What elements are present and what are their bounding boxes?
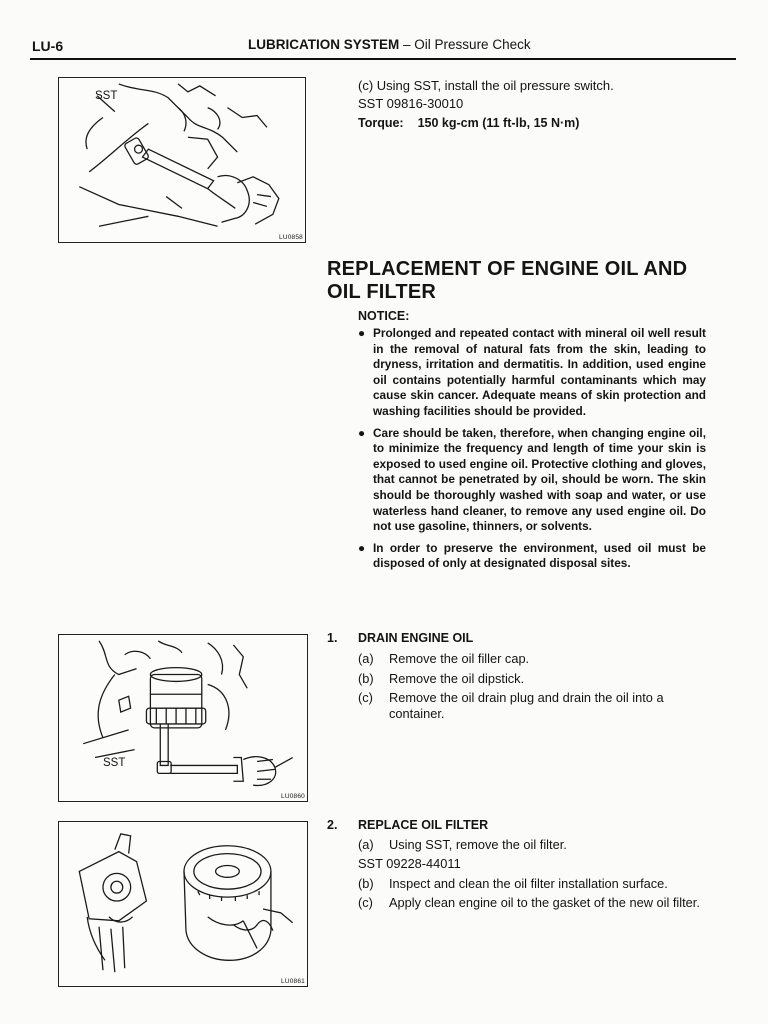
drain-step-a xyxy=(358,651,710,667)
step-letter: (c) xyxy=(358,690,373,705)
bullet: ● xyxy=(358,425,366,440)
torque-spec xyxy=(358,116,579,130)
step-text: Apply clean engine oil to the gasket of the new oil filter. xyxy=(389,895,700,910)
step-text: Using SST, remove the oil filter. xyxy=(389,837,567,852)
step-letter: (b) xyxy=(358,876,374,891)
notice-item xyxy=(358,326,706,420)
illustration-filter-wrench xyxy=(59,635,307,801)
figure-label-sst: SST xyxy=(103,757,126,769)
step-letter: (b) xyxy=(358,671,374,686)
notice-item xyxy=(358,541,706,572)
notice-item xyxy=(358,426,706,535)
section-heading xyxy=(327,258,727,304)
header-section: LUBRICATION SYSTEM xyxy=(248,37,400,52)
torque-label: Torque: xyxy=(358,116,404,130)
filter-step-a xyxy=(358,837,710,853)
step-letter: (c) xyxy=(358,895,373,910)
figure-replace-oil-filter xyxy=(58,821,308,987)
step-text: Remove the oil drain plug and drain the oil into a container. xyxy=(389,690,664,721)
step-text: Remove the oil dipstick. xyxy=(389,671,525,686)
step-text: Remove the oil filler cap. xyxy=(389,651,530,666)
notice-text: In order to preserve the environment, used oil must be disposed of only at designated disposal sites. xyxy=(373,540,706,571)
filter-sst-number: SST 09228-44011 xyxy=(358,856,461,871)
bullet: ● xyxy=(358,326,366,340)
drain-step-c xyxy=(358,690,710,722)
illustration-install-switch xyxy=(59,78,305,242)
step-title: REPLACE OIL FILTER xyxy=(358,818,489,832)
page-number: LU-6 xyxy=(32,38,64,54)
notice-list xyxy=(358,326,706,578)
header-rule xyxy=(30,58,736,60)
drain-step-b xyxy=(358,671,710,687)
illustration-oil-filter xyxy=(59,822,307,986)
section-heading-line1: REPLACEMENT OF ENGINE OIL AND xyxy=(327,258,688,280)
notice-text: Care should be taken, therefore, when changing engine oil, to minimize the frequency and length of time your skin is exposed to used engine oil. Protective clothing and gloves, that cannot be penetrated by oil, should be worn. The skin should be thoroughly washed with soap and water, or use waterless hand cleaner, to remove any used engine oil. Do not use gasoline, thinners, or solvents. xyxy=(373,425,706,534)
header-separator: – xyxy=(403,37,411,52)
notice-label: NOTICE: xyxy=(358,309,410,323)
header-subsection: Oil Pressure Check xyxy=(414,37,531,52)
notice-text: Prolonged and repeated contact with mineral oil well result in the removal of natural fats from the skin, leading to dryness, irritation and dermatitis. In addition, used engine oil contains potentially harmful contaminants which may cause skin cancer. Adequate means of skin protection and washing facilities should be provided. xyxy=(373,326,706,418)
step-letter: (a) xyxy=(358,837,374,852)
step-title: DRAIN ENGINE OIL xyxy=(358,631,474,645)
figure-code: LU0860 xyxy=(281,793,305,800)
section-heading-line2: OIL FILTER xyxy=(327,281,437,303)
figure-drain-engine-oil xyxy=(58,634,308,802)
figure-oil-pressure-switch xyxy=(58,77,306,243)
step-letter: (a) xyxy=(358,651,374,666)
step-number: 2. xyxy=(327,818,338,832)
bullet: ● xyxy=(358,540,366,555)
step-text: Inspect and clean the oil filter installation surface. xyxy=(389,876,668,891)
torque-value: 150 kg-cm (11 ft-lb, 15 N·m) xyxy=(417,116,580,130)
figure-code: LU0858 xyxy=(279,234,303,241)
filter-step-c xyxy=(358,895,710,911)
step-number: 1. xyxy=(327,631,338,645)
header-title xyxy=(248,37,531,52)
figure-label-sst: SST xyxy=(95,90,118,102)
sst-number: SST 09816-30010 xyxy=(358,96,464,111)
step-install-switch: (c) Using SST, install the oil pressure switch. xyxy=(358,78,614,93)
filter-step-b xyxy=(358,876,710,892)
figure-code: LU0861 xyxy=(281,978,305,985)
